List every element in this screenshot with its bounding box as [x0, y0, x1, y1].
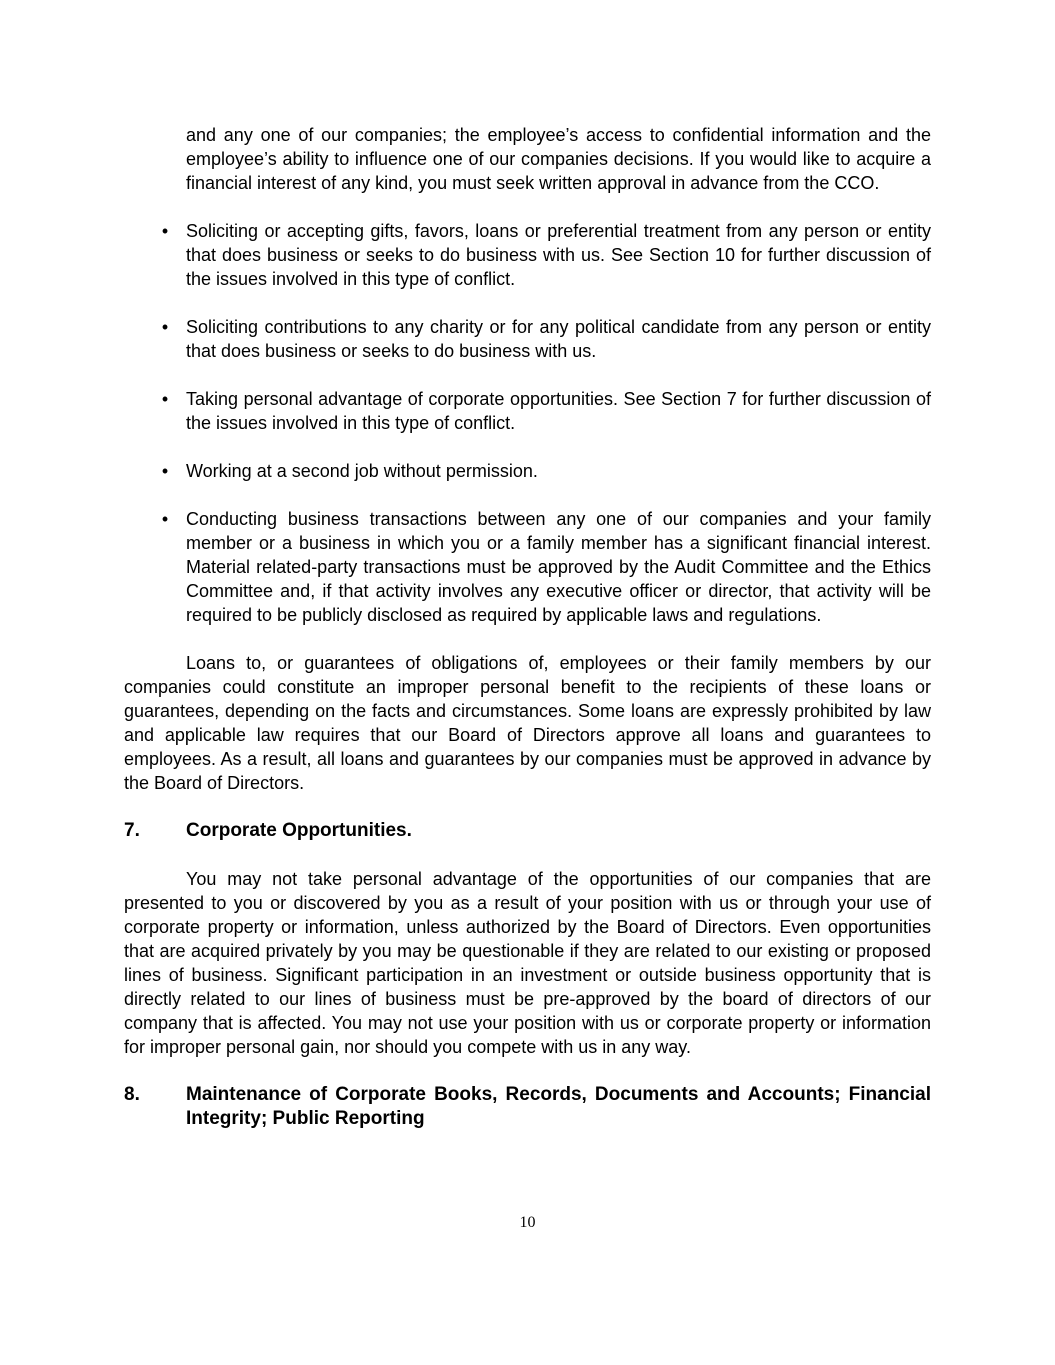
list-item	[161, 459, 931, 483]
bullet-text: Soliciting contributions to any charity or for any political candidate from any person or entity that does business or seeks to do business with us.	[186, 317, 931, 361]
bullet-text: Soliciting or accepting gifts, favors, loans or preferential treatment from any person or entity that does business or seeks to do business with us. See Section 10 for further discussion of the issues involved in this type of conflict.	[186, 221, 931, 289]
list-item	[161, 507, 931, 627]
section-7-title: Corporate Opportunities.	[186, 820, 412, 841]
section-7-number: 7.	[124, 820, 140, 841]
bullet-icon: •	[161, 317, 169, 337]
bullet-text: Taking personal advantage of corporate opportunities. See Section 7 for further discussion of the issues involved in this type of conflict.	[186, 389, 931, 433]
bullet-icon: •	[161, 461, 169, 481]
list-item	[161, 387, 931, 435]
continuation-paragraph: and any one of our companies; the employee’s access to confidential information and the employee’s ability to influence one of our companies decisions. If you would like to acquire a financial interest of any kind, you must seek written approval in advance from the CCO.	[186, 125, 931, 193]
bullet-text: Conducting business transactions between any one of our companies and your family member or a business in which you or a family member has a significant financial interest. Material related-party transactions must be approved by the Audit Committee and the Ethics Committee and, if that activity involves any executive officer or director, that activity will be required to be publicly disclosed as required by applicable laws and regulations.	[186, 509, 931, 625]
loans-paragraph: Loans to, or guarantees of obligations of, employees or their family members by our companies could constitute an improper personal benefit to the recipients of these loans or guarantees, depending on the facts and circumstances. Some loans are expressly prohibited by law and applicable law requires that our Board of Directors approve all loans and guarantees to employees. As a result, all loans and guarantees by our companies must be approved in advance by the Board of Directors.	[124, 653, 931, 793]
page-number: 10	[519, 1214, 536, 1231]
document-page	[124, 123, 931, 1131]
bullet-icon: •	[161, 389, 169, 409]
bullet-icon: •	[161, 509, 169, 529]
section-8-number: 8.	[124, 1084, 140, 1105]
section-7-body: You may not take personal advantage of the opportunities of our companies that are presented to you or discovered by you as a result of your position with us or through your use of corporate property or information, unless authorized by the Board of Directors. Even opportunities that are acquired privately by you may be questionable if they are related to our existing or proposed lines of business. Significant participation in an investment or outside business opportunity that is directly related to our lines of business must be pre-approved by the board of directors of our company that is affected. You may not use your position with us or corporate property or information for improper personal gain, nor should you compete with us in any way.	[124, 869, 931, 1057]
section-8-heading	[124, 1083, 931, 1131]
list-item	[161, 219, 931, 291]
conflict-bullet-list	[124, 219, 931, 627]
bullet-text: Working at a second job without permission.	[186, 461, 538, 481]
list-item	[161, 315, 931, 363]
section-8-title: Maintenance of Corporate Books, Records, Documents and Accounts; Financial Integrity; Public Reporting	[186, 1084, 931, 1129]
section-7-heading	[124, 819, 931, 843]
bullet-icon: •	[161, 221, 169, 241]
